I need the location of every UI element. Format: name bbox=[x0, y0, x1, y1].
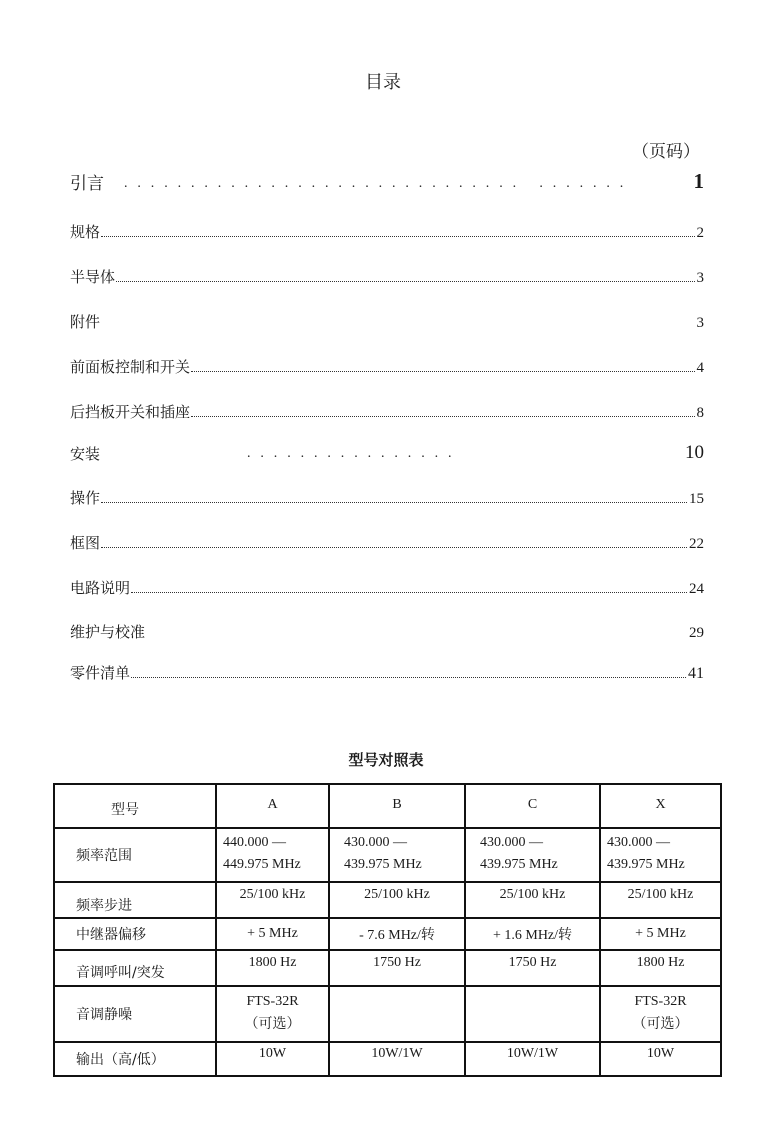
toc-leader bbox=[191, 371, 694, 372]
toc-label: 维护与校准 bbox=[70, 623, 146, 641]
table-cell: 25/100 kHz bbox=[329, 882, 465, 918]
toc-page: 8 bbox=[696, 405, 704, 421]
cell-line: 430.000 — bbox=[607, 835, 670, 850]
cell-line: （可选） bbox=[244, 1016, 301, 1032]
row-label: 输出（高/低） bbox=[54, 1042, 216, 1076]
toc-label: 零件清单 bbox=[70, 664, 131, 682]
toc-page: 3 bbox=[696, 315, 704, 331]
table-cell: 10W bbox=[216, 1042, 329, 1076]
cell-value: + 1.6 MHz/ bbox=[492, 928, 559, 943]
toc-entry[interactable] bbox=[70, 263, 704, 287]
toc-leader bbox=[101, 502, 687, 503]
row-label: 中继器偏移 bbox=[54, 918, 216, 950]
cell-line: FTS-32R bbox=[634, 994, 687, 1009]
toc-label: 框图 bbox=[70, 534, 101, 552]
table-cell-empty bbox=[465, 986, 600, 1042]
table-cell: + 5 MHz bbox=[600, 918, 721, 950]
toc-label: 规格 bbox=[70, 223, 101, 241]
cell-line: 430.000 — bbox=[480, 835, 543, 850]
row-label: 音调静噪 bbox=[54, 986, 216, 1042]
table-cell: 1750 Hz bbox=[465, 950, 600, 986]
model-comparison-table bbox=[53, 783, 722, 1077]
table-cell: + 5 MHz bbox=[216, 918, 329, 950]
toc-leader-sparse: . . . . . . . . . . . . . . . . . . . . . . . . . . . . . . . . . . . . . bbox=[124, 176, 627, 191]
toc-entry[interactable] bbox=[70, 574, 704, 598]
toc-label: 半导体 bbox=[70, 268, 116, 286]
toc-page: 15 bbox=[689, 491, 704, 507]
table-cell: 1750 Hz bbox=[329, 950, 465, 986]
table-cell: 25/100 kHz bbox=[465, 882, 600, 918]
table-cell: 25/100 kHz bbox=[600, 882, 721, 918]
toc-label: 后挡板开关和插座 bbox=[70, 403, 191, 421]
table-cell: 1800 Hz bbox=[600, 950, 721, 986]
toc-label: 前面板控制和开关 bbox=[70, 358, 191, 376]
toc-entry[interactable] bbox=[70, 218, 704, 242]
cell-line: 440.000 — bbox=[223, 835, 286, 850]
toc-label: 安装 bbox=[70, 445, 101, 463]
toc-leader bbox=[191, 416, 694, 417]
toc-entry[interactable] bbox=[70, 398, 704, 422]
toc-label: 引言 bbox=[70, 174, 104, 194]
table-cell bbox=[465, 828, 600, 882]
table-row bbox=[54, 950, 721, 986]
toc-page: 4 bbox=[696, 360, 704, 376]
column-header-x: X bbox=[600, 784, 721, 828]
table-row bbox=[54, 882, 721, 918]
table-cell-empty bbox=[329, 986, 465, 1042]
table-cell bbox=[465, 918, 600, 950]
toc-leader-sparse: . . . . . . . . . . . . . . . . bbox=[247, 446, 455, 461]
toc-page: 24 bbox=[689, 581, 704, 597]
row-label: 音调呼叫/突发 bbox=[54, 950, 216, 986]
toc-page: 1 bbox=[693, 169, 704, 193]
toc-page: 22 bbox=[689, 536, 704, 552]
toc-entry[interactable] bbox=[70, 308, 704, 332]
table-cell: 25/100 kHz bbox=[216, 882, 329, 918]
toc-leader bbox=[101, 547, 687, 548]
toc-page: 10 bbox=[685, 442, 704, 463]
cell-line: 439.975 MHz bbox=[607, 857, 685, 872]
cell-unit: 转 bbox=[558, 927, 573, 943]
toc-entry[interactable] bbox=[70, 659, 704, 683]
table-row bbox=[54, 828, 721, 882]
toc-leader bbox=[101, 236, 694, 237]
table-cell: 10W/1W bbox=[465, 1042, 600, 1076]
column-header-b: B bbox=[329, 784, 465, 828]
page-number-header: （页码） bbox=[632, 142, 700, 162]
toc-page: 2 bbox=[696, 225, 704, 241]
table-cell bbox=[600, 986, 721, 1042]
cell-line: FTS-32R bbox=[246, 994, 299, 1009]
cell-line: 430.000 — bbox=[344, 835, 407, 850]
toc-entry[interactable] bbox=[70, 618, 704, 642]
cell-line: （可选） bbox=[632, 1016, 689, 1032]
cell-value: - 7.6 MHz/ bbox=[359, 928, 421, 943]
toc-page: 29 bbox=[689, 625, 704, 641]
table-row bbox=[54, 918, 721, 950]
table-row bbox=[54, 1042, 721, 1076]
table-title: 型号对照表 bbox=[348, 751, 424, 769]
table-cell bbox=[600, 828, 721, 882]
toc-leader bbox=[131, 592, 687, 593]
toc-entry[interactable] bbox=[70, 529, 704, 553]
cell-unit: 转 bbox=[420, 927, 435, 943]
toc-leader bbox=[131, 677, 686, 678]
table-header-row bbox=[54, 784, 721, 828]
toc-label: 附件 bbox=[70, 313, 101, 331]
toc-leader bbox=[116, 281, 694, 282]
table-cell bbox=[329, 828, 465, 882]
row-label: 频率范围 bbox=[54, 828, 216, 882]
page-title: 目录 bbox=[365, 72, 401, 93]
toc-entry[interactable] bbox=[70, 353, 704, 377]
toc-label: 操作 bbox=[70, 489, 101, 507]
table-cell: 10W bbox=[600, 1042, 721, 1076]
table-cell bbox=[216, 986, 329, 1042]
table-corner-cell: 型号 bbox=[54, 784, 216, 828]
cell-line: 439.975 MHz bbox=[344, 857, 422, 872]
table-cell bbox=[216, 828, 329, 882]
cell-line: 449.975 MHz bbox=[223, 857, 301, 872]
cell-line: 439.975 MHz bbox=[480, 857, 558, 872]
column-header-c: C bbox=[465, 784, 600, 828]
toc-page: 3 bbox=[696, 270, 704, 286]
toc-entry[interactable] bbox=[70, 484, 704, 508]
toc-label: 电路说明 bbox=[70, 579, 131, 597]
column-header-a: A bbox=[216, 784, 329, 828]
toc-page: 41 bbox=[688, 665, 704, 682]
table-cell bbox=[329, 918, 465, 950]
table-cell: 1800 Hz bbox=[216, 950, 329, 986]
table-cell: 10W/1W bbox=[329, 1042, 465, 1076]
row-label: 频率步进 bbox=[54, 882, 216, 918]
table-row bbox=[54, 986, 721, 1042]
